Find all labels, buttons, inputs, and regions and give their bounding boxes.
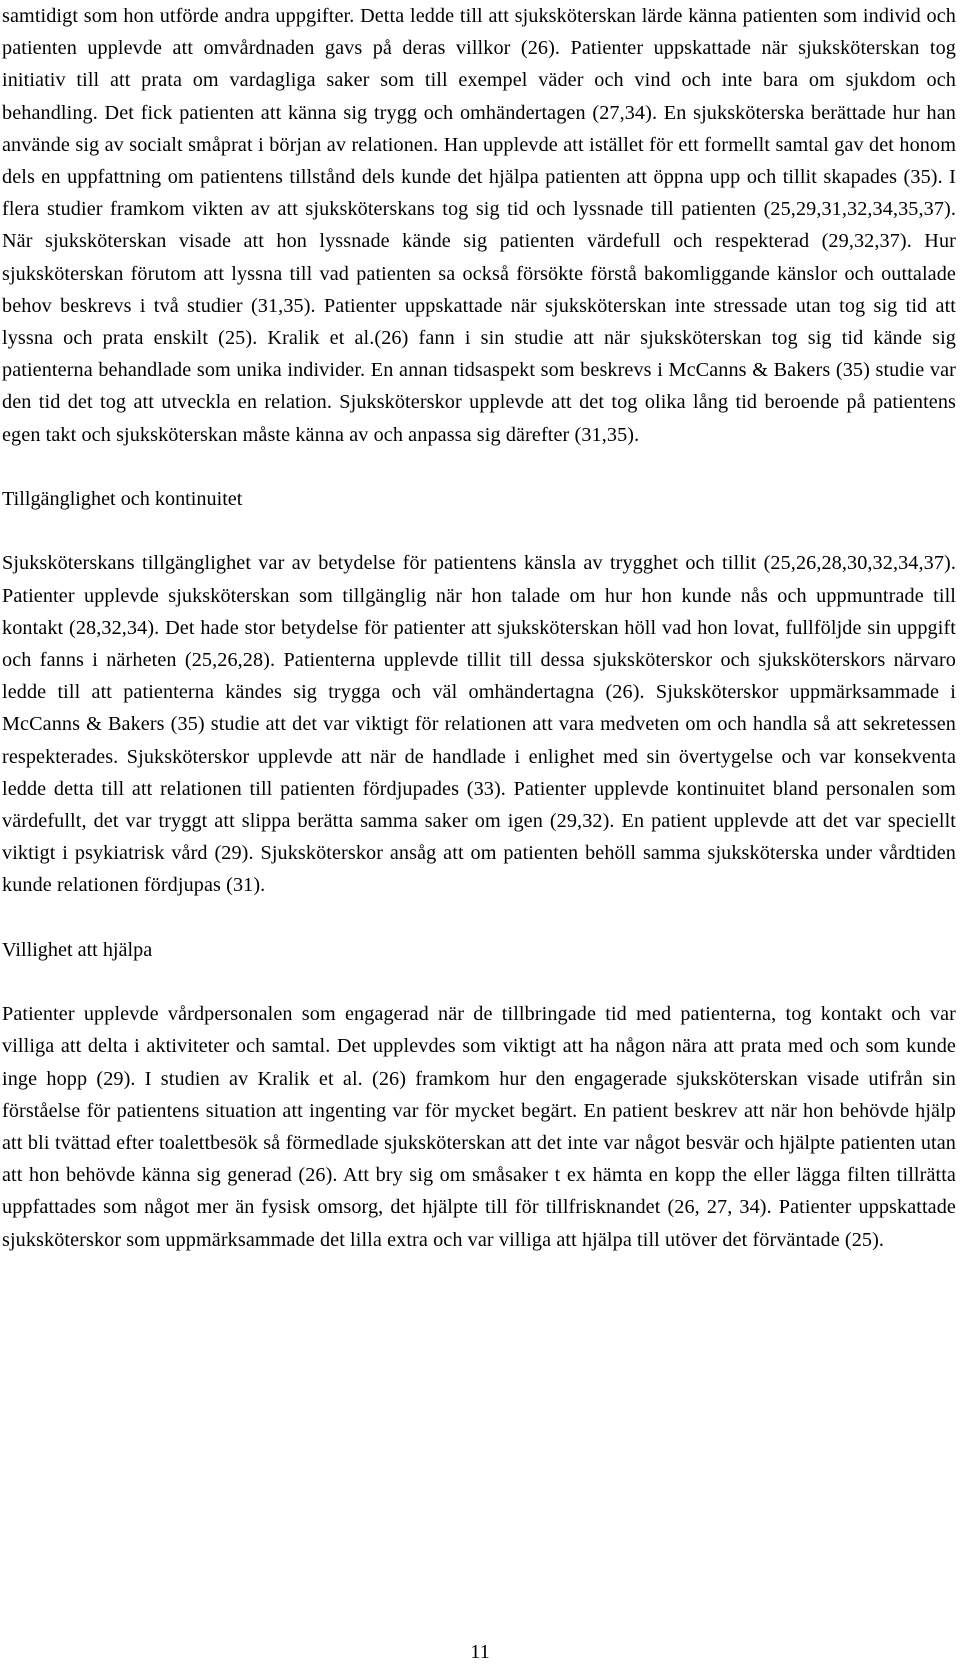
paragraph-spacer	[2, 515, 956, 547]
page-content	[2, 0, 956, 1256]
paragraph-accessibility-continuity: Sjuksköterskans tillgänglighet var av betydelse för patientens känsla av trygghet och tillit (25,26,28,30,32,34,37). Patienter upplevde sjuksköterskan som tillgänglig när hon talade om hur hon kunde nås och uppmuntrade till kontakt (28,32,34). Det hade stor betydelse för patienter att sjuksköterskan höll vad hon lovat, fullföljde sin uppgift och fanns i närheten (25,26,28). Patienterna upplevde tillit till dessa sjuksköterskor och sjuksköterskors närvaro ledde till att patienterna kändes sig trygga och väl omhändertagna (26). Sjuksköterskor uppmärksammade i McCanns & Bakers (35) studie att det var viktigt för relationen att vara medveten om och handla så att sekretessen respekterades. Sjuksköterskor upplevde att när de handlade i enlighet med sin övertygelse och var konsekventa ledde detta till att relationen till patienten fördjupades (33). Patienter upplevde kontinuitet bland personalen som värdefullt, det var tryggt att slippa berätta samma saker om igen (29,32). En patient upplevde att det var speciellt viktigt i psykiatrisk vård (29). Sjuksköterskor ansåg att om patienten behöll samma sjuksköterska under vårdtiden kunde relationen fördjupas (31).	[2, 552, 956, 897]
paragraph-spacer	[2, 902, 956, 934]
paragraph-relation-time: samtidigt som hon utförde andra uppgifter. Detta ledde till att sjuksköterskan lärde känna patienten som individ och patienten upplevde att omvårdnaden gavs på deras villkor (26). Patienter uppskattade när sjuksköterskan tog initiativ till att prata om vardagliga saker som till exempel väder och vind och inte bara om sjukdom och behandling. Det fick patienten att känna sig trygg och omhändertagen (27,34). En sjuksköterska berättade hur han använde sig av socialt småprat i början av relationen. Han upplevde att istället för ett formellt samtal gav det honom dels en uppfattning om patientens tillstånd dels kunde det hjälpa patienten att öppna upp och tillit skapades (35). I flera studier framkom vikten av att sjuksköterskans tog sig tid och lyssnade till patienten (25,29,31,32,34,35,37). När sjuksköterskan visade att hon lyssnade kände sig patienten värdefull och respekterad (29,32,37). Hur sjuksköterskan förutom att lyssna till vad patienten sa också försökte förstå bakomliggande känslor och outtalade behov beskrevs i två studier (31,35). Patienter uppskattade när sjuksköterskan inte stressade utan tog sig tid att lyssna och prata enskilt (25). Kralik et al.(26) fann i sin studie att när sjuksköterskan tog sig tid kände sig patienterna behandlade som unika individer. En annan tidsaspekt som beskrevs i McCanns & Bakers (35) studie var den tid det tog att utveckla en relation. Sjuksköterskor upplevde att det tog olika lång tid beroende på patientens egen takt och sjuksköterskan måste känna av och anpassa sig därefter (31,35).	[2, 5, 956, 446]
page-number: 11	[470, 1641, 490, 1663]
paragraph-spacer	[2, 966, 956, 998]
section-heading-willingness: Villighet att hjälpa	[2, 938, 153, 961]
section-heading-accessibility: Tillgänglighet och kontinuitet	[2, 488, 243, 511]
paragraph-spacer	[2, 451, 956, 483]
paragraph-willingness-to-help: Patienter upplevde vårdpersonalen som engagerad när de tillbringade tid med patienterna, tog kontakt och var villiga att delta i aktiviteter och samtal. Det upplevdes som viktigt att ha någon nära att prata med och som kunde inge hopp (29). I studien av Kralik et al. (26) framkom hur den engagerade sjuksköterskan visade utifrån sin förståelse för patientens situation att ingenting var för mycket begärt. En patient beskrev att när hon behövde hjälp att bli tvättad efter toalettbesök så förmedlade sjuksköterskan att det inte var något besvär och hjälpte patienten utan att hon behövde känna sig generad (26). Att bry sig om småsaker t ex hämta en kopp the eller lägga filten tillrätta uppfattades som något mer än fysisk omsorg, det hjälpte till för tillfrisknandet (26, 27, 34). Patienter uppskattade sjuksköterskor som uppmärksammade det lilla extra och var villiga att hjälpa till utöver det förväntade (25).	[2, 1003, 956, 1251]
